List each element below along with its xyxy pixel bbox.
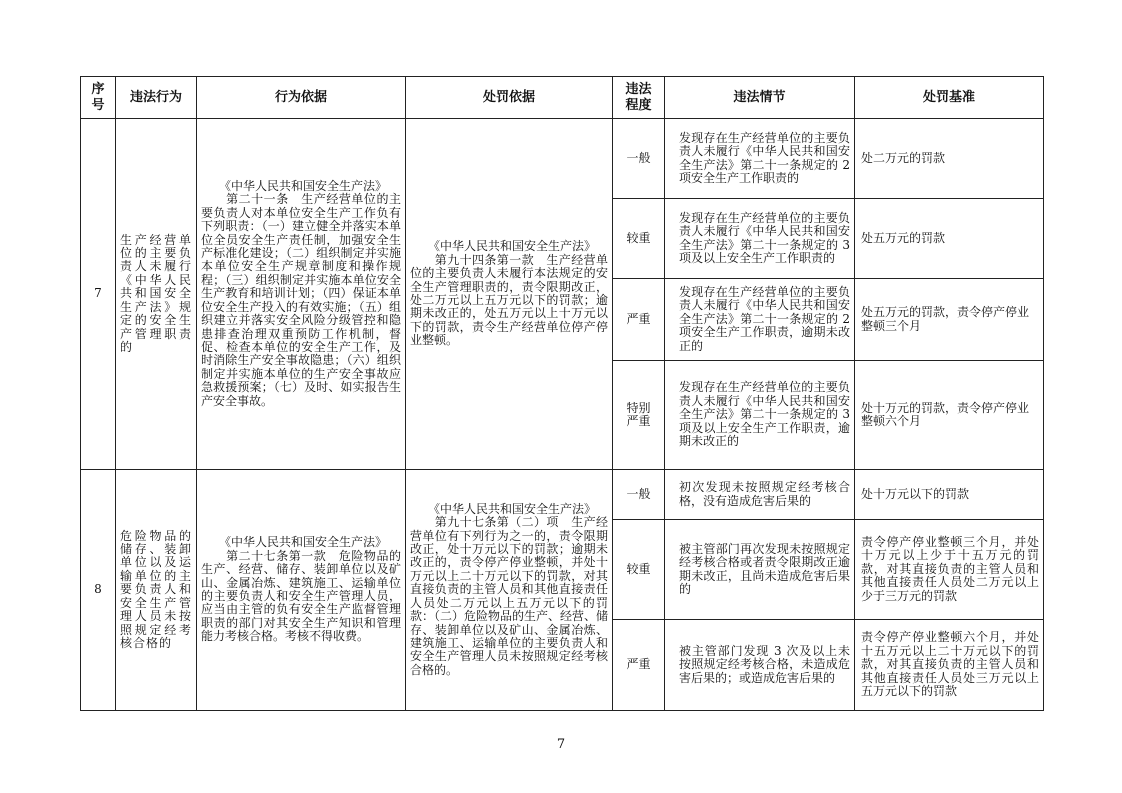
row-situation: 被主管部门再次发现未按照规定经考核合格或者责令限期改正逾期未改正，且尚未造成危害后果的 xyxy=(665,520,855,620)
header-degree: 违法 程度 xyxy=(613,77,665,119)
row-basis: 《中华人民共和国安全生产法》 第二十七条第一款 危险物品的生产、经营、储存、装卸单位以及矿山、金属冶炼、建筑施工、运输单位的主要负责人和安全生产管理人员，应当由主管的负有安全生产监督管理职责的部门对其安全生产知识和管理能力考核合格。考核不得收费。 xyxy=(197,470,406,711)
row-situation: 发现存在生产经营单位的主要负责人未履行《中华人民共和国安全生产法》第二十一条规定的 3 项及以上安全生产工作职责，逾期未改正的 xyxy=(665,361,855,470)
table-row xyxy=(81,119,1044,199)
row-degree: 严重 xyxy=(613,279,665,361)
header-penalty: 处罚依据 xyxy=(406,77,613,119)
row-situation: 发现存在生产经营单位的主要负责人未履行《中华人民共和国安全生产法》第二十一条规定的 2 项安全生产工作职责，逾期未改正的 xyxy=(665,279,855,361)
header-seq: 序 号 xyxy=(81,77,116,119)
row-standard: 处五万元的罚款，责令停产停业整顿三个月 xyxy=(855,279,1044,361)
row-standard: 处十万元的罚款，责令停产停业整顿六个月 xyxy=(855,361,1044,470)
row-standard: 处十万元以下的罚款 xyxy=(855,470,1044,520)
row-standard: 处五万元的罚款 xyxy=(855,199,1044,279)
row-situation: 被主管部门发现 3 次及以上未按照规定经考核合格，未造成危害后果的；或造成危害后果的 xyxy=(665,620,855,711)
penalty-standard-table xyxy=(80,76,1044,711)
page-number: 7 xyxy=(556,737,566,752)
row-situation: 初次发现未按照规定经考核合格，没有造成危害后果的 xyxy=(665,470,855,520)
header-situation: 违法情节 xyxy=(665,77,855,119)
row-standard: 责令停产停业整顿三个月，并处十万元以上少于十五万元的罚款，对其直接负责的主管人员和其他直接责任人员处二万元以上少于三万元的罚款 xyxy=(855,520,1044,620)
row-standard: 责令停产停业整顿六个月，并处十五万元以上二十万元以下的罚款，对其直接负责的主管人员和其他直接责任人员处三万元以上五万元以下的罚款 xyxy=(855,620,1044,711)
row-degree: 一般 xyxy=(613,470,665,520)
row-degree: 特别 严重 xyxy=(613,361,665,470)
row-degree: 较重 xyxy=(613,199,665,279)
header-act: 违法行为 xyxy=(116,77,197,119)
row-standard: 处二万元的罚款 xyxy=(855,119,1044,199)
row-basis: 《中华人民共和国安全生产法》 第二十一条 生产经营单位的主要负责人对本单位安全生产工作负有下列职责：（一）建立健全并落实本单位全员安全生产责任制，加强安全生产标准化建设；（二）组织制定并实施本单位安全生产规章制度和操作规程；（三）组织制定并实施本单位安全生产教育和培训计划；（四）保证本单位安全生产投入的有效实施；（五）组织建立并落实安全风险分级管控和隐患排查治理双重预防工作机制，督促、检查本单位的安全生产工作，及时消除生产安全事故隐患；（六）组织制定并实施本单位的生产安全事故应急救援预案；（七）及时、如实报告生产安全事故。 xyxy=(197,119,406,470)
header-standard: 处罚基准 xyxy=(855,77,1044,119)
table-row xyxy=(81,470,1044,520)
row-penalty: 《中华人民共和国安全生产法》 第九十七条第（二）项 生产经营单位有下列行为之一的，责令限期改正，处十万元以下的罚款；逾期未改正的，责令停产停业整顿，并处十万元以上二十万元以下的罚款，对其直接负责的主管人员和其他直接责任人员处二万元以上五万元以下的罚款：（二）危险物品的生产、经营、储存、装卸单位以及矿山、金属冶炼、建筑施工、运输单位的主要负责人和安全生产管理人员未按照规定经考核合格的。 xyxy=(406,470,613,711)
row-penalty: 《中华人民共和国安全生产法》 第九十四条第一款 生产经营单位的主要负责人未履行本法规定的安全生产管理职责的，责令限期改正，处二万元以上五万元以下的罚款；逾期未改正的，处五万元以上十万元以下的罚款，责令生产经营单位停产停业整顿。 xyxy=(406,119,613,470)
row-degree: 较重 xyxy=(613,520,665,620)
row-seq: 8 xyxy=(81,470,116,711)
row-act: 生产经营单位的主要负责人未履行《中华人民共和国安全生产法》规定的安全生产管理职责的 xyxy=(116,119,197,470)
header-row xyxy=(81,77,1044,119)
row-act: 危险物品的储存、装卸单位以及运输单位的主要负责人和安全生产管理人员未按照规定经考核合格的 xyxy=(116,470,197,711)
row-degree: 一般 xyxy=(613,119,665,199)
row-seq: 7 xyxy=(81,119,116,470)
row-situation: 发现存在生产经营单位的主要负责人未履行《中华人民共和国安全生产法》第二十一条规定的 2 项安全生产工作职责的 xyxy=(665,119,855,199)
header-basis: 行为依据 xyxy=(197,77,406,119)
row-degree: 严重 xyxy=(613,620,665,711)
row-situation: 发现存在生产经营单位的主要负责人未履行《中华人民共和国安全生产法》第二十一条规定的 3 项及以上安全生产工作职责的 xyxy=(665,199,855,279)
